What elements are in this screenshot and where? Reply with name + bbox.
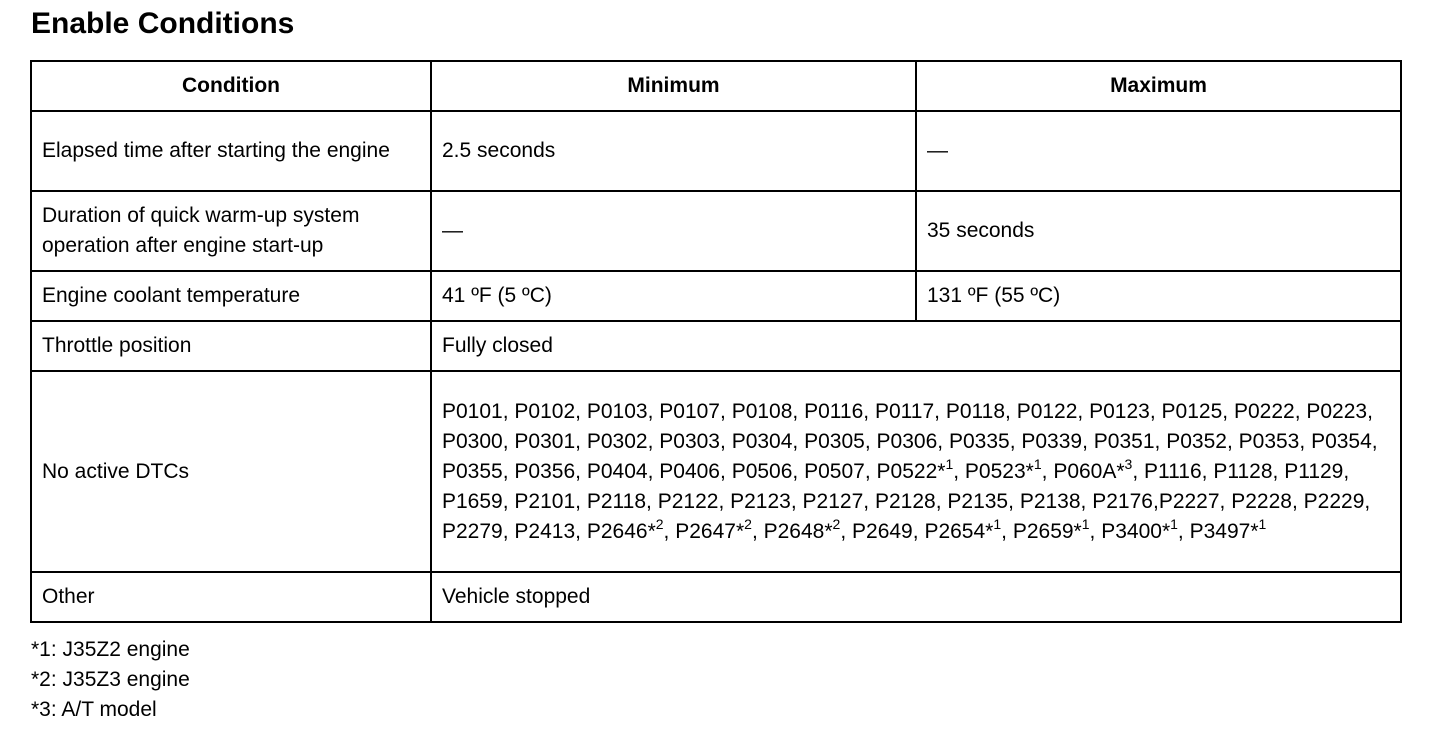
footnote-marker: 1 <box>1170 515 1178 532</box>
footnote-marker: 1 <box>993 515 1002 532</box>
dtc-code: P2127, <box>802 489 870 513</box>
dtc-code: P0102, <box>514 399 581 423</box>
dtc-code-text: P2138 <box>1019 489 1081 513</box>
footnote-marker: 2 <box>655 515 664 532</box>
dtc-code: P0301, <box>514 429 581 453</box>
dtc-code: P2229, <box>1303 489 1371 513</box>
footnote-marker: 2 <box>744 515 752 532</box>
dtc-code-text: P2123 <box>730 489 791 513</box>
dtc-code: P2647*$^2$, <box>675 515 758 543</box>
page-title: Enable Conditions <box>31 7 295 40</box>
table-row <box>31 191 1401 271</box>
dtc-code: P0355, <box>442 459 509 483</box>
dtc-code: P2279, <box>442 519 509 543</box>
dtc-code-text: P2647* <box>675 519 745 543</box>
dtc-code-text: P3497* <box>1189 519 1259 543</box>
dtc-code-text: P0223 <box>1306 399 1368 423</box>
dtc-code: P0339, <box>1021 429 1088 453</box>
dtc-code: P0404, <box>586 459 654 483</box>
dtc-code: P0304, <box>731 429 799 453</box>
dtc-code: P2649, <box>852 519 919 543</box>
dtc-code: P0523*$^1$, <box>964 455 1048 483</box>
footnote-marker: 1 <box>1081 515 1090 532</box>
dtc-code: P2413, <box>514 519 581 543</box>
maximum-cell: 131 ºF (55 ºC) <box>916 271 1401 321</box>
table-row <box>31 271 1401 321</box>
footnote-marker: 1 <box>1033 455 1042 472</box>
dtc-code: P0300, <box>442 429 509 453</box>
dtc-code-text: P0102 <box>514 399 576 423</box>
footnote-marker: 2 <box>832 515 841 532</box>
dtc-code-text: P2227 <box>1158 489 1220 513</box>
maximum-cell: 35 seconds <box>916 191 1401 271</box>
dtc-code-text: P1129 <box>1284 459 1344 483</box>
maximum-cell: — <box>916 111 1401 191</box>
dtc-code-text: P2135 <box>947 489 1009 513</box>
dtc-code-text: P0116 <box>804 399 864 423</box>
dtc-code-text: P0356 <box>514 459 576 483</box>
dtc-code: P0306, <box>876 429 944 453</box>
dtc-code: P2138, <box>1019 489 1087 513</box>
table-row <box>31 321 1401 371</box>
dtc-code: P2122, <box>657 489 725 513</box>
enable-conditions-table <box>30 60 1402 623</box>
dtc-code: P0116, <box>804 399 870 423</box>
dtc-code: P0103, <box>586 399 654 423</box>
dtc-code-text: P0351 <box>1093 429 1155 453</box>
dtc-code-text: P0507 <box>804 459 865 483</box>
dtc-code-text: P0117 <box>874 399 935 423</box>
dtc-code: P0101, <box>442 399 509 423</box>
dtc-code: P1129, <box>1284 459 1350 483</box>
condition-cell: Throttle position <box>31 321 431 371</box>
dtc-code: P0223, <box>1306 399 1373 423</box>
dtc-code-text: P0523* <box>964 459 1034 483</box>
condition-cell: Duration of quick warm-up system operation after engine start-up <box>31 191 431 271</box>
dtc-code-text: P0301 <box>514 429 576 453</box>
dtc-code-text: P2413 <box>514 519 576 543</box>
condition-cell: Elapsed time after starting the engine <box>31 111 431 191</box>
dtc-code-text: P1128 <box>1213 459 1273 483</box>
minimum-cell: 2.5 seconds <box>431 111 916 191</box>
dtc-code-text: P0304 <box>731 429 793 453</box>
header-row <box>31 61 1401 111</box>
dtc-code-text: P0302 <box>586 429 648 453</box>
dtc-code: P2118, <box>586 489 652 513</box>
dtc-code-text: P2659* <box>1012 519 1082 543</box>
dtc-code: P0117, <box>874 399 940 423</box>
dtc-code: P3400*$^1$, <box>1101 515 1184 543</box>
dtc-code-text: P0352 <box>1166 429 1227 453</box>
table-row <box>31 572 1401 622</box>
dtc-code-text: P0305 <box>804 429 865 453</box>
dtc-code-text: P0108 <box>731 399 793 423</box>
dtc-code: P060A*$^3$, <box>1053 455 1139 483</box>
dtc-code-text: P0122 <box>1016 399 1078 423</box>
dtc-code-text: P0107 <box>659 399 720 423</box>
dtc-code-text: P2127 <box>802 489 864 513</box>
dtc-code-text: P2648* <box>763 519 833 543</box>
condition-cell: No active DTCs <box>31 371 431 572</box>
dtc-code-text: P0125 <box>1161 399 1223 423</box>
dtc-code: P0303, <box>659 429 726 453</box>
dtc-code-text: P3400* <box>1101 519 1171 543</box>
table-row <box>31 111 1401 191</box>
dtc-code-text: P0354 <box>1311 429 1372 453</box>
dtc-code-text: P1116 <box>1144 459 1202 483</box>
dtc-code-text: P2122 <box>657 489 719 513</box>
condition-cell: Other <box>31 572 431 622</box>
dtc-code: P0522*$^1$, <box>876 455 960 483</box>
dtc-code: P0354, <box>1311 429 1378 453</box>
dtc-code: P0125, <box>1161 399 1229 423</box>
dtc-code-text: P2649 <box>852 519 913 543</box>
dtc-code-text: P0118 <box>945 399 1005 423</box>
dtc-code-text: P0222 <box>1233 399 1295 423</box>
dtc-code-text: P1659 <box>442 489 503 513</box>
dtc-code: P2654*$^1$, <box>924 515 1007 543</box>
dtc-code: P2176, <box>1092 489 1159 513</box>
footnote: *1: J35Z2 engine <box>31 638 190 661</box>
dtc-code-text: P2176 <box>1092 489 1153 513</box>
dtc-code-text: P0123 <box>1089 399 1150 423</box>
footnote: *3: A/T model <box>31 698 157 721</box>
footnote-marker: 1 <box>945 455 954 472</box>
table-row <box>31 371 1401 572</box>
dtc-code: P2659*$^1$, <box>1012 515 1096 543</box>
footnote-marker: 1 <box>1258 515 1267 532</box>
dtc-code: P0118, <box>945 399 1011 423</box>
dtc-code: P0335, <box>948 429 1016 453</box>
header-condition: Condition <box>31 61 431 111</box>
dtc-code-text: P0306 <box>876 429 938 453</box>
minimum-cell: — <box>431 191 916 271</box>
dtc-code: P2128, <box>874 489 942 513</box>
dtc-code: P0222, <box>1233 399 1301 423</box>
dtc-code: P0507, <box>804 459 871 483</box>
dtc-code-text: P0339 <box>1021 429 1083 453</box>
footnote-marker: 3 <box>1124 455 1133 472</box>
dtc-code: P1116, <box>1144 459 1208 483</box>
header-minimum: Minimum <box>431 61 916 111</box>
dtc-code: P2135, <box>947 489 1014 513</box>
dtc-code-text: P2101 <box>514 489 576 513</box>
dtc-code-text: P0506 <box>731 459 793 483</box>
dtc-code-text: P2654* <box>924 519 994 543</box>
dtc-code: P1128, <box>1213 459 1279 483</box>
dtc-code: P2101, <box>514 489 581 513</box>
dtc-code: P0305, <box>804 429 871 453</box>
dtc-code-text: P0300 <box>442 429 503 453</box>
dtc-code: P2648*$^2$, <box>763 515 847 543</box>
dtc-code-text: P0522* <box>876 459 946 483</box>
dtc-code: P0122, <box>1016 399 1084 423</box>
dtc-code <box>1189 515 1267 543</box>
dtc-code-text: P2646* <box>586 519 656 543</box>
dtc-code-text: P2228 <box>1231 489 1292 513</box>
dtc-code: P0123, <box>1089 399 1156 423</box>
dtc-code: P0108, <box>731 399 799 423</box>
dtc-code-text: P0406 <box>659 459 720 483</box>
dtc-list-cell <box>431 371 1401 572</box>
dtc-code: P0352, <box>1166 429 1233 453</box>
dtc-code: P0406, <box>659 459 726 483</box>
dtc-code-text: P060A* <box>1053 459 1125 483</box>
dtc-code-text: P2229 <box>1303 489 1365 513</box>
condition-cell: Engine coolant temperature <box>31 271 431 321</box>
dtc-code: P0107, <box>659 399 726 423</box>
value-cell: Fully closed <box>431 321 1401 371</box>
footnotes <box>31 635 190 725</box>
dtc-code: P0356, <box>514 459 581 483</box>
minimum-cell: 41 ºF (5 ºC) <box>431 271 916 321</box>
dtc-code: P2227, <box>1158 489 1226 513</box>
dtc-code-text: P2279 <box>442 519 503 543</box>
dtc-code: P0351, <box>1093 429 1161 453</box>
dtc-code-text: P0103 <box>586 399 648 423</box>
dtc-code: P2646*$^2$, <box>586 515 670 543</box>
dtc-code: P2228, <box>1231 489 1298 513</box>
dtc-code-text: P0353 <box>1238 429 1300 453</box>
dtc-code-text: P0355 <box>442 459 503 483</box>
dtc-code-text: P0335 <box>948 429 1010 453</box>
footnote: *2: J35Z3 engine <box>31 668 190 691</box>
dtc-code: P0302, <box>586 429 654 453</box>
dtc-code: P2123, <box>730 489 797 513</box>
header-maximum: Maximum <box>916 61 1401 111</box>
dtc-code-text: P2128 <box>874 489 936 513</box>
dtc-code: P0353, <box>1238 429 1306 453</box>
dtc-code-text: P0303 <box>659 429 720 453</box>
dtc-code-text: P2118 <box>586 489 647 513</box>
dtc-code: P1659, <box>442 489 509 513</box>
dtc-code-text: P0404 <box>586 459 648 483</box>
dtc-code-text: P0101 <box>442 399 503 423</box>
dtc-code: P0506, <box>731 459 799 483</box>
value-cell: Vehicle stopped <box>431 572 1401 622</box>
